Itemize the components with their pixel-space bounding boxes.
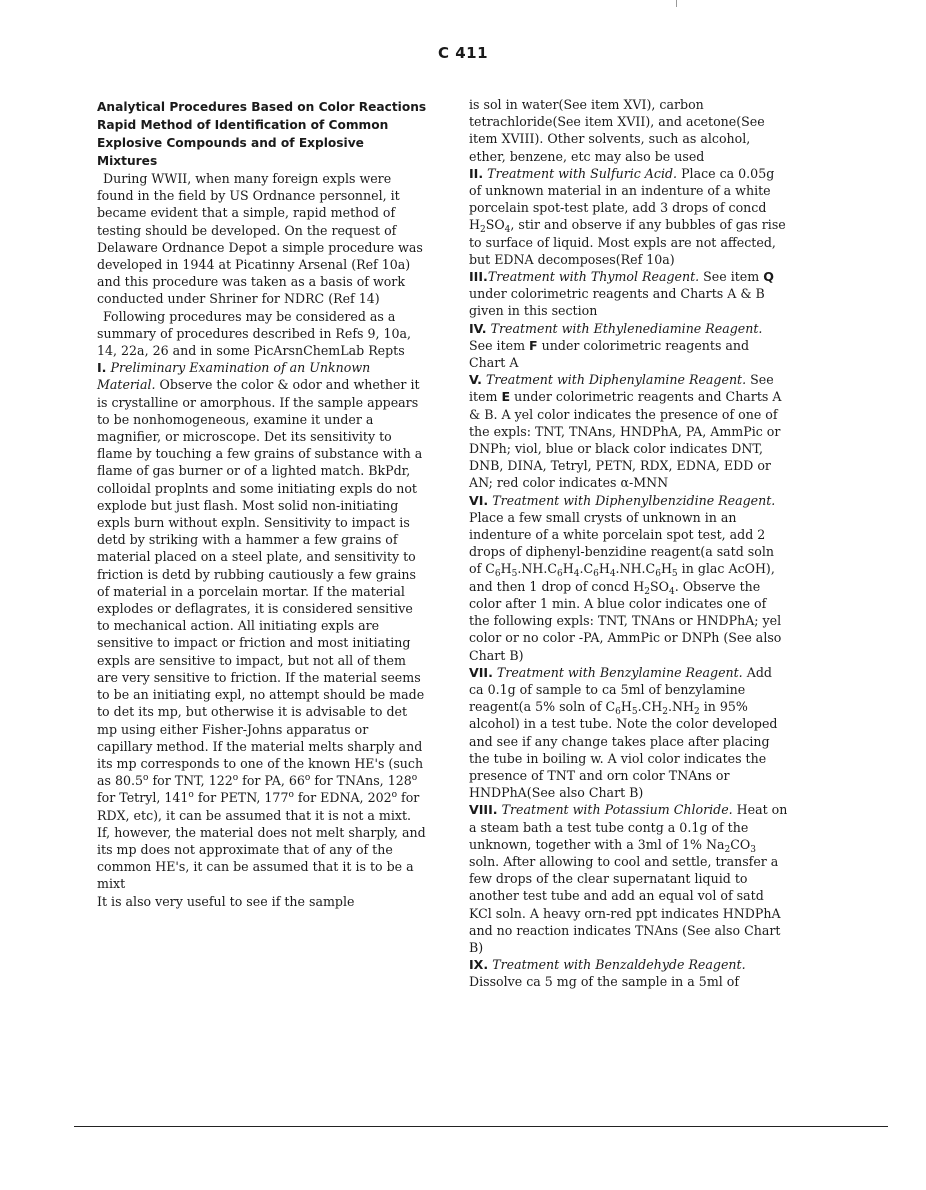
section-9-title: Treatment with Benzaldehyde Reagent.	[492, 957, 746, 973]
section-8-number: VIII.	[469, 802, 498, 818]
subscript: 6	[593, 569, 599, 580]
closing-line: It is also very useful to see if the sample	[97, 893, 355, 909]
heading-line-2: Rapid Method of Identification of Common	[97, 118, 389, 132]
section-2-paragraph	[469, 165, 789, 268]
subscript: 6	[494, 569, 501, 580]
formula-part: SO	[485, 217, 505, 233]
section-9-text-a: Dissolve ca 5 mg of the sample in a 5ml of	[469, 974, 740, 990]
item-f-ref: F	[529, 337, 538, 353]
subscript: 5	[631, 707, 638, 718]
page-number: C 411	[437, 44, 489, 62]
subscript: 4	[504, 225, 511, 236]
subscript: 2	[479, 225, 486, 236]
subscript: 2	[724, 844, 731, 855]
degree-sign: o	[232, 773, 239, 784]
section-3-text-a: See item	[703, 269, 760, 285]
formula-part: .NH	[667, 699, 694, 715]
section-8-title: Treatment with Potassium Chloride.	[501, 802, 733, 818]
section-3-title: Treatment with Thymol Reagent.	[487, 269, 700, 285]
subscript: 6	[557, 569, 563, 580]
section-1-text-pa: for PA, 66	[242, 773, 305, 789]
formula-part: H	[660, 561, 672, 577]
section-1-text-tetryl: for Tetryl, 141	[97, 790, 189, 806]
formula-part: .C	[579, 561, 594, 577]
bottom-rule	[74, 1126, 888, 1127]
section-heading	[97, 98, 427, 170]
heading-line-1: Analytical Procedures Based on Color Reactions	[97, 100, 427, 114]
formula-part: SO	[650, 578, 669, 594]
section-2-text-b: , stir and observe if any bubbles of gas rise to surface of liquid. Most expls are not affected, but EDNA decomposes(Ref 10a)	[469, 217, 786, 267]
section-2-number: II.	[469, 165, 484, 181]
section-4-title: Treatment with Ethylenediamine Reagent.	[490, 320, 763, 336]
section-1-text-a: Observe the color & odor and whether it is crystalline or amorphous. If the sample appears to be nonhomogeneous, examine it under a magnifier, or microscope. Det its sensitivity to flame by touching a few grains of substance with a flame of gas burner or of a lighted match. BkPdr, colloidal proplnts and some initiating expls do not explode but just flash. Most solid non-initiating expls burn without expln. Sensitivity to impact is detd by striking with a hammer a few grains of material placed on a steel plate, and sensitivity to friction is detd by rubbing cautiously a few grains of material in a porcelain mortar. If the material explodes or deflagrates, it is considered sensitive to mechanical action. All initiating expls are sensitive to impact or friction and most initiating expls are sensitive to impact, but not all of them are very sensitive to friction. If the material seems to be an initiating expl, no attempt should be made to det its mp, but otherwise it is advisable to det mp using either Fisher-Johns apparatus or capillary method. If the material melts sharply and its mp corresponds to one of the known HE's (such as 80.5	[97, 377, 425, 789]
section-6-title: Treatment with Diphenylbenzidine Reagent.	[492, 492, 776, 508]
section-7-number: VII.	[469, 664, 493, 680]
section-5-paragraph	[469, 371, 789, 491]
section-8-text-a: Heat on a steam bath a test tube contg a 0.1g of the unknown, together with a 3ml of 1% Na	[469, 802, 788, 852]
section-6-text-a: Place a few small crysts of unknown in an indenture of a white porcelain spot test, add 2 drops of diphenyl-benzidine reagent(a satd soln of C	[469, 509, 774, 577]
section-1-title: Preliminary Examination of an Unknown Material.	[97, 360, 371, 393]
subscript: 6	[615, 707, 621, 718]
subscript: 6	[655, 569, 661, 580]
subscript: 2	[644, 586, 650, 597]
section-9-paragraph	[469, 956, 789, 990]
formula-part: .NH.C	[517, 561, 557, 577]
subscript: 5	[511, 569, 518, 580]
section-1-paragraph	[97, 359, 427, 892]
section-1-text-tnans: for TNAns, 128	[314, 773, 412, 789]
section-7-text-d: in 95% alcohol) in a test tube. Note the color developed and see if any change takes place after placing the tube in boiling w. A viol color indicates the presence of TNT and orn color TNAns or HNDPhA(See also Chart B)	[469, 699, 778, 801]
subscript: 3	[750, 844, 756, 855]
section-5-number: V.	[469, 372, 482, 388]
section-4-text-b: under colorimetric reagents and Chart A	[469, 337, 750, 371]
section-2-text-a: Place ca 0.05g of unknown material in an indenture of a white porcelain spot-test plate, add 3 drops of concd H	[469, 165, 775, 233]
degree-sign: o	[411, 773, 418, 784]
section-3-paragraph	[469, 268, 789, 320]
summary-paragraph: Following procedures may be considered as a summary of procedures described in Refs 9, 10a, 14, 22a, 26 and in some PicArsnChemLab Repts	[97, 308, 412, 359]
section-5-text-a: See item	[469, 372, 774, 405]
formula-part: H	[598, 561, 610, 577]
section-3-number: III.	[469, 269, 488, 285]
section-6-text-i: in glac AcOH), and then 1 drop of concd H	[469, 561, 775, 594]
subscript: 4	[668, 586, 675, 597]
subscript: 2	[662, 707, 668, 718]
subscript: 2	[693, 707, 700, 718]
section-7-paragraph	[469, 664, 789, 802]
formula-part: .CH	[637, 699, 663, 715]
section-7-title: Treatment with Benzylamine Reagent.	[496, 664, 743, 680]
section-7-text-a: Add ca 0.1g of sample to ca 5ml of benzylamine reagent(a 5% soln of C	[469, 664, 772, 715]
right-column	[469, 96, 789, 991]
section-9-number: IX.	[469, 957, 489, 973]
degree-sign: o	[304, 773, 311, 784]
section-6-text-j: . Observe the color after 1 min. A blue color indicates one of the following expls: TNT, TNAns or HNDPhA; yel color or no color -PA, AmmPic or DNPh (See also Chart B)	[469, 578, 782, 663]
section-5-text-b: under colorimetric reagents and Charts A & B. A yel color indicates the presence of one of the expls: TNT, TNAns, HNDPhA, PA, AmmPic or DNPh; viol, blue or black color indicates DNT, DNB, DINA, Tetryl, PETN, RDX, EDNA, EDD or AN; red color indicates α-MNN	[469, 389, 782, 491]
section-3-text-b: under colorimetric reagents and Charts A & B given in this section	[469, 286, 765, 319]
section-8-paragraph	[469, 801, 789, 956]
section-6-number: VI.	[469, 492, 489, 508]
formula-part: H	[620, 699, 632, 715]
subscript: 4	[609, 569, 616, 580]
left-column	[97, 96, 427, 910]
degree-sign: o	[143, 773, 149, 784]
subscript: 5	[671, 569, 678, 580]
degree-sign: o	[288, 790, 294, 801]
section-4-number: IV.	[469, 320, 487, 336]
formula-part: .NH.C	[615, 561, 656, 577]
section-1-text-edna: for EDNA, 202	[297, 790, 392, 806]
formula-part: H	[562, 561, 574, 577]
section-8-text-b: soln. After allowing to cool and settle, transfer a few drops of the clear supernatant liquid to another test tube and add an equal vol of satd KCl soln. A heavy orn-red ppt indicates HNDPhA and no reaction indicates TNAns (See also Chart B)	[469, 853, 781, 955]
section-2-title: Treatment with Sulfuric Acid.	[487, 165, 678, 181]
section-1-text-b: for RDX, etc), it can be assumed that it is not a mixt. If, however, the material does not melt sharply, and its mp does not approximate that of any of the common HE's, it can be assumed that it is to be a mixt	[97, 790, 426, 892]
degree-sign: o	[188, 790, 194, 801]
formula-part: CO	[730, 836, 751, 852]
section-4-text-a: See item	[469, 337, 526, 353]
section-1-number: I.	[97, 360, 107, 376]
heading-line-4: Mixtures	[97, 154, 158, 168]
formula-part: H	[500, 561, 512, 577]
subscript: 4	[573, 569, 580, 580]
section-1-text-petn: for PETN, 177	[197, 790, 289, 806]
heading-line-3: Explosive Compounds and of Explosive	[97, 136, 364, 150]
item-e-ref: E	[501, 389, 511, 405]
intro-paragraph: During WWII, when many foreign expls were found in the field by US Ordnance personnel, it became evident that a simple, rapid method of testing should be developed. On the request of Delaware Ordnance Depot a simple procedure was developed in 1944 at Picatinny Arsenal (Ref 10a) and this procedure was taken as a basis of work conducted under Shriner for NDRC (Ref 14)	[97, 171, 423, 307]
section-1-text-tnt: for TNT, 122	[152, 773, 233, 789]
degree-sign: o	[391, 790, 398, 801]
item-q-ref: Q	[763, 269, 774, 285]
continued-paragraph: is sol in water(See item XVI), carbon tetrachloride(See item XVII), and acetone(See item XVIII). Other solvents, such as alcohol, ether, benzene, etc may also be used	[469, 97, 765, 164]
section-6-paragraph	[469, 492, 789, 664]
scan-mark	[676, 0, 677, 7]
section-5-title: Treatment with Diphenylamine Reagent.	[485, 372, 747, 388]
section-4-paragraph	[469, 320, 789, 372]
